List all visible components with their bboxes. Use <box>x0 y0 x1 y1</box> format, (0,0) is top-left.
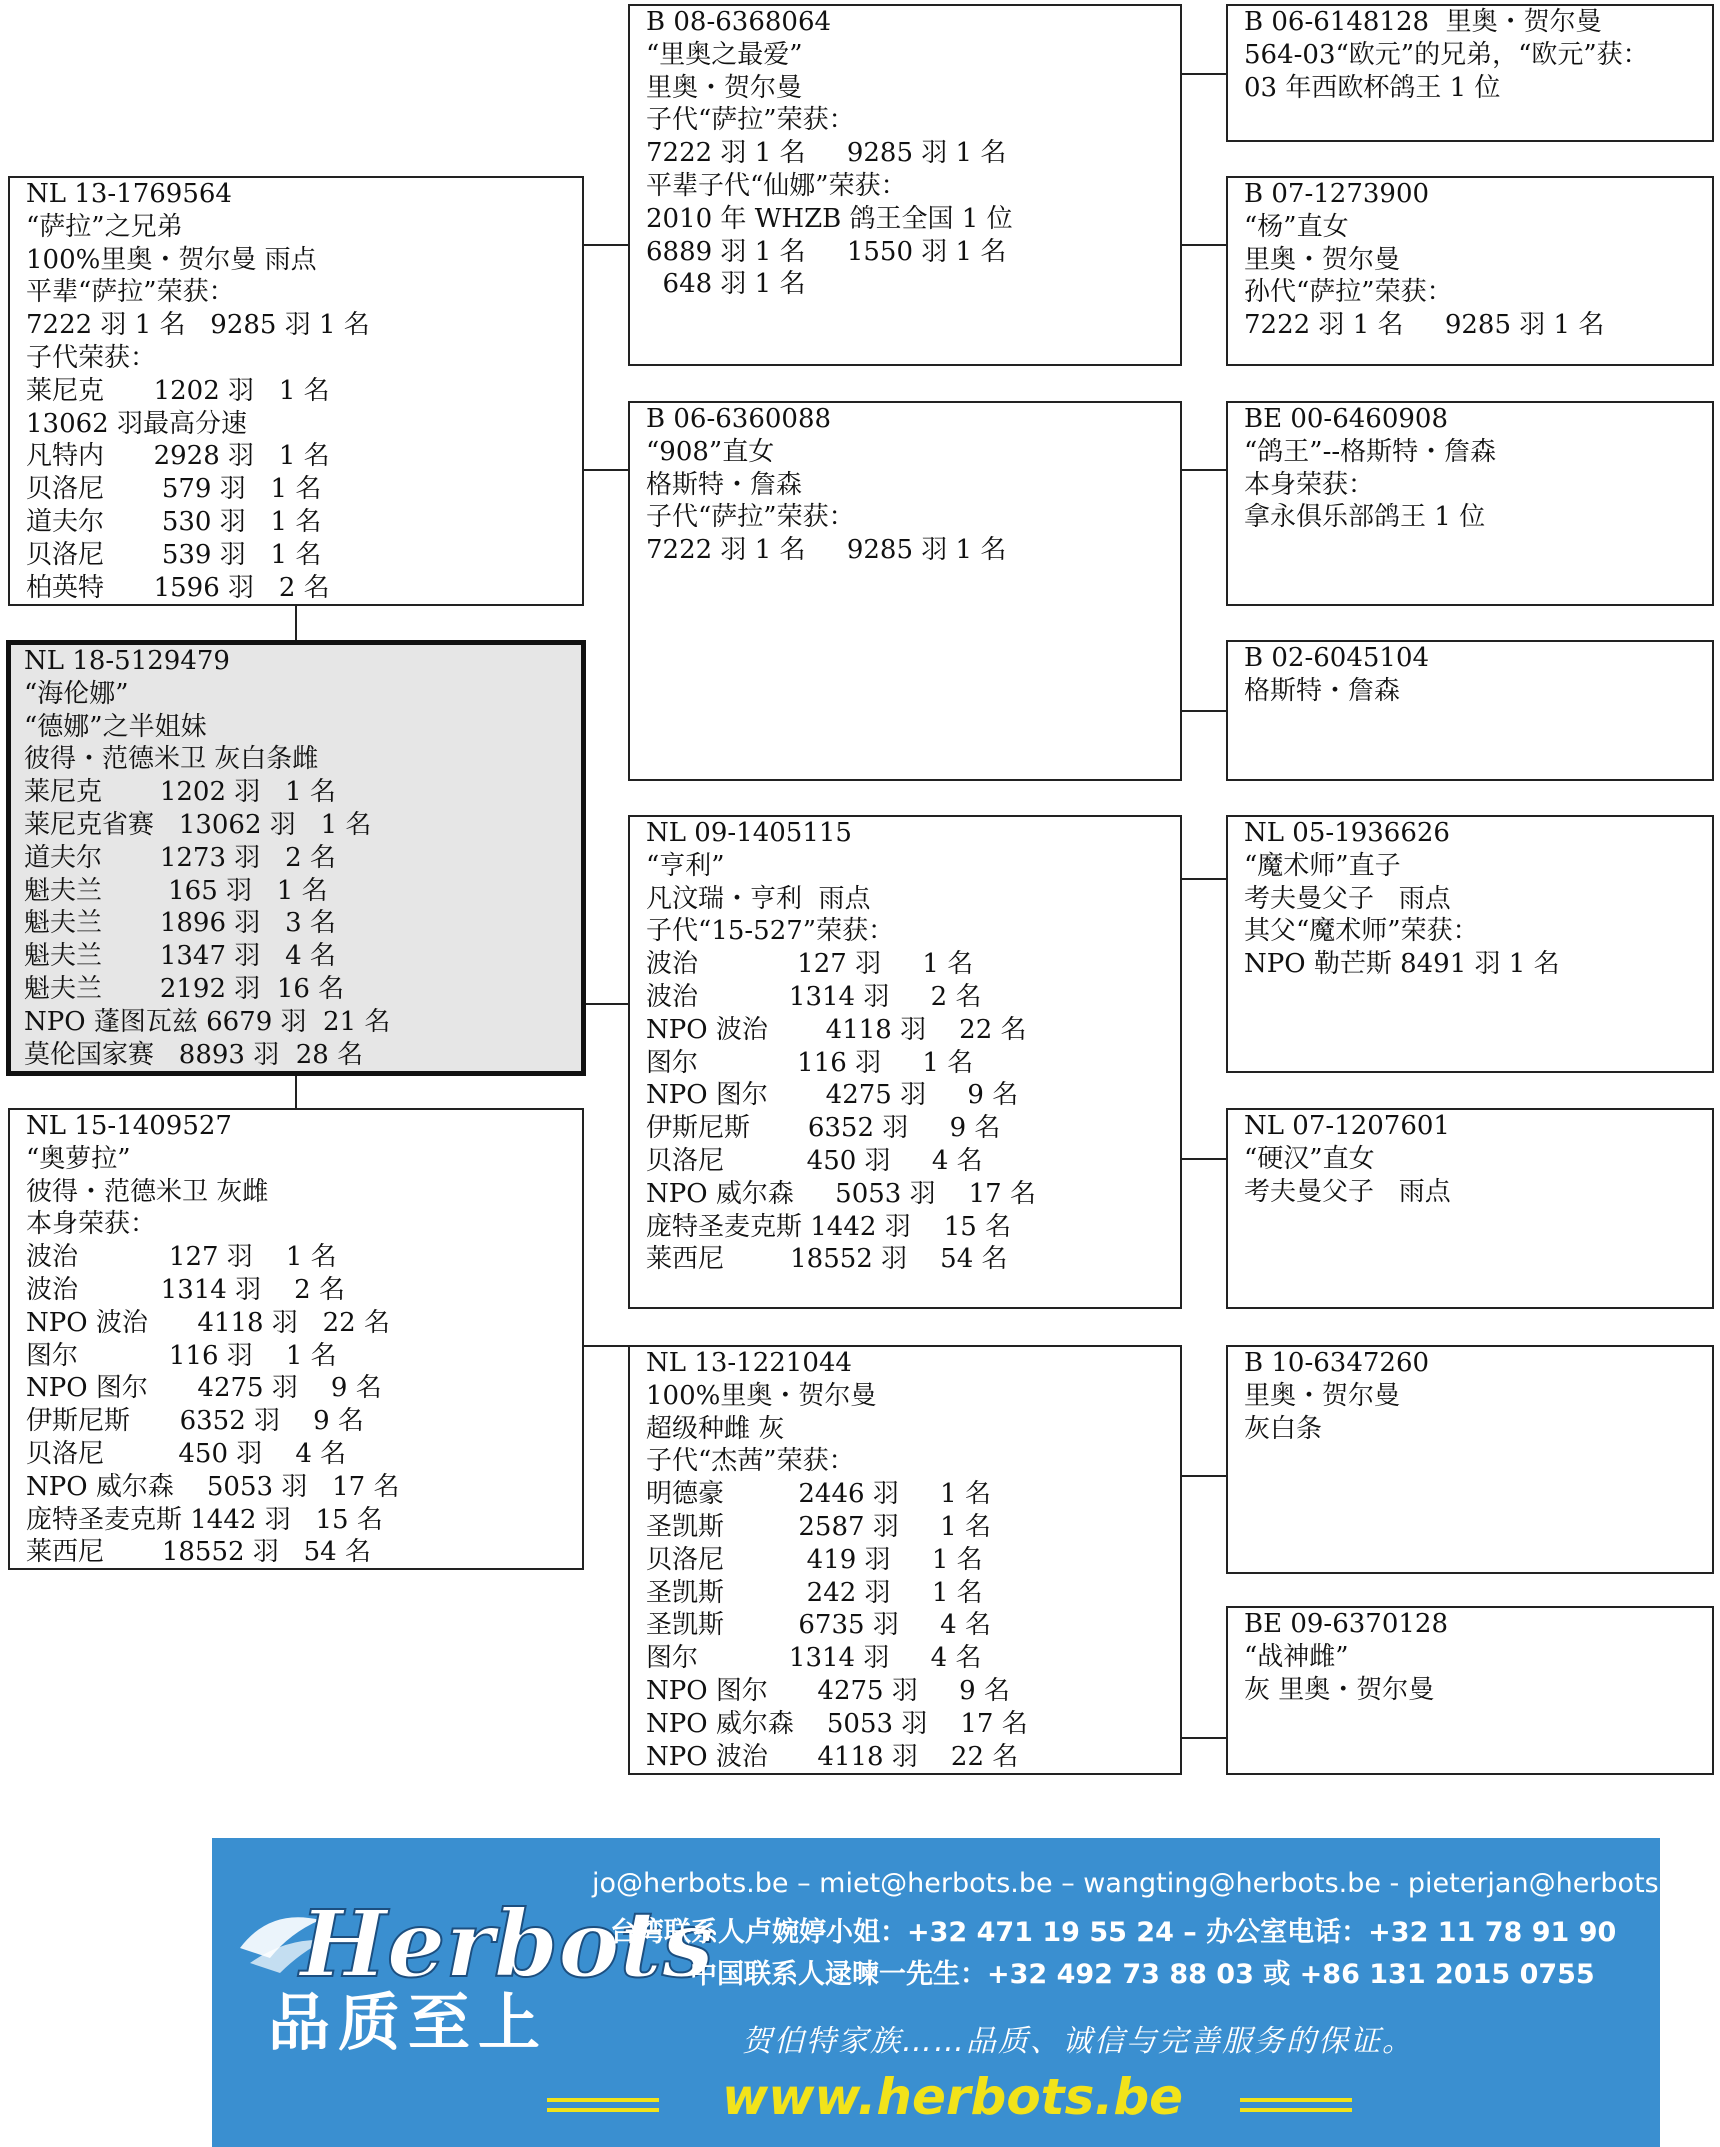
pedigree-line: 本身荣获： <box>26 1209 157 1240</box>
pedigree-line: 本身荣获： <box>1244 469 1375 500</box>
pedigree-line: 彼得・范德米卫 灰雌 <box>26 1176 269 1207</box>
pedigree-line: “亨利” <box>646 850 725 881</box>
dam-dam-sire-box <box>1226 1345 1714 1574</box>
pedigree-line: 7222 羽 1 名 9285 羽 1 名 <box>1244 310 1605 341</box>
pedigree-line: 波治 127 羽 1 名 <box>646 949 974 980</box>
pedigree-line: 莱尼克 1202 羽 1 名 <box>26 375 330 406</box>
pedigree-line: 贝洛尼 579 羽 1 名 <box>26 474 322 505</box>
pedigree-line: 6889 羽 1 名 1550 羽 1 名 <box>646 236 1007 267</box>
pedigree-line: “魔术师”直子 <box>1244 850 1401 881</box>
connector-dam <box>584 1003 628 1005</box>
pedigree-line: 子代“萨拉”荣获： <box>646 105 855 136</box>
pedigree-line: B 06-6148128 里奥・贺尔曼 <box>1244 7 1602 37</box>
pedigree-line: 格斯特・詹森 <box>646 469 803 500</box>
taiwan-contact: 台湾联系人卢婉婷小姐：+32 471 19 55 24 – 办公室电话：+32 11 78 91 90 <box>610 1917 1617 1948</box>
connector-sd <box>1182 469 1226 471</box>
pedigree-line: 图尔 116 羽 1 名 <box>26 1340 337 1371</box>
pedigree-line: “德娜”之半姐妹 <box>24 711 207 742</box>
pedigree-line: 彼得・范德米卫 灰白条雌 <box>24 744 319 775</box>
sire-box <box>8 176 584 606</box>
pedigree-line: 子代荣获： <box>26 342 157 373</box>
pedigree-line: 里奥・贺尔曼 <box>646 72 803 103</box>
pedigree-line: 贝洛尼 450 羽 4 名 <box>26 1438 347 1469</box>
pedigree-line: 2010 年 WHZB 鸽王全国 1 位 <box>646 203 1013 234</box>
sire-dam-dam-box <box>1226 640 1714 781</box>
pedigree-line: NL 15-1409527 <box>26 1111 232 1141</box>
connector-ddd <box>1182 1737 1226 1739</box>
pedigree-line: NPO 图尔 4275 羽 9 名 <box>646 1675 1010 1706</box>
pedigree-line: “奥萝拉” <box>26 1143 131 1174</box>
sire-sire-box <box>628 4 1182 366</box>
dam-dam-dam-box <box>1226 1606 1714 1775</box>
pedigree-line: NPO 波治 4118 羽 22 名 <box>646 1014 1027 1045</box>
pedigree-line: 明德豪 2446 羽 1 名 <box>646 1479 991 1510</box>
pedigree-line: 伊斯尼斯 6352 羽 9 名 <box>26 1406 364 1437</box>
pedigree-line: 648 羽 1 名 <box>646 269 806 300</box>
pedigree-line: 03 年西欧杯鸽王 1 位 <box>1244 72 1501 103</box>
pedigree-line: 拿永俱乐部鸽王 1 位 <box>1244 502 1486 533</box>
pedigree-line: “908”直女 <box>646 436 775 467</box>
dam-box <box>8 1108 584 1570</box>
pedigree-line: 波治 1314 羽 2 名 <box>26 1274 345 1305</box>
connector-dd <box>1182 1475 1226 1477</box>
pedigree-line: 凡特内 2928 羽 1 名 <box>26 441 330 472</box>
pedigree-line: “杨”直女 <box>1244 211 1349 242</box>
pedigree-line: 平辈“萨拉”荣获： <box>26 277 235 308</box>
pedigree-line: 波治 1314 羽 2 名 <box>646 981 982 1012</box>
pedigree-line: NPO 图尔 4275 羽 9 名 <box>26 1373 382 1404</box>
logo-text: Herbots <box>300 1890 714 1998</box>
pedigree-line: NL 18-5129479 <box>24 646 230 676</box>
pedigree-line: NL 13-1221044 <box>646 1348 852 1378</box>
pedigree-line: 超级种雌 灰 <box>646 1413 785 1444</box>
pedigree-line: 考夫曼父子 雨点 <box>1244 1176 1451 1207</box>
china-contact: 中国联系人逯暕一先生：+32 492 73 88 03 或 +86 131 2015 0755 <box>690 1959 1595 1990</box>
website-link[interactable]: www.herbots.be <box>722 2068 1184 2126</box>
pedigree-line: 7222 羽 1 名 9285 羽 1 名 <box>26 310 370 341</box>
connector-sdd <box>1182 710 1226 712</box>
sire-sire-dam-box <box>1226 176 1714 366</box>
pedigree-line: NPO 蓬图瓦兹 6679 羽 21 名 <box>24 1006 391 1037</box>
pedigree-line: NL 07-1207601 <box>1244 1111 1450 1141</box>
connector-ssd <box>1182 244 1226 246</box>
pedigree-line: 子代“杰茜”荣获： <box>646 1446 855 1477</box>
pedigree-line: 庞特圣麦克斯 1442 羽 15 名 <box>646 1211 1012 1242</box>
pedigree-line: 庞特圣麦克斯 1442 羽 15 名 <box>26 1504 383 1535</box>
motto: 贺伯特家族……品质、诚信与完善服务的保证。 <box>742 2024 1414 2059</box>
pedigree-line: B 02-6045104 <box>1244 643 1430 673</box>
pedigree-line: NPO 波治 4118 羽 22 名 <box>646 1741 1019 1772</box>
pedigree-line: NL 05-1936626 <box>1244 818 1450 848</box>
pedigree-line: 贝洛尼 539 羽 1 名 <box>26 539 322 570</box>
website-right-divider-2 <box>1240 2108 1352 2112</box>
pedigree-line: 莱尼克 1202 羽 1 名 <box>24 777 336 808</box>
dam-sire-dam-box <box>1226 1108 1714 1309</box>
pedigree-line: “战神雌” <box>1244 1641 1349 1672</box>
pedigree-line: 里奥・贺尔曼 <box>1244 1380 1401 1411</box>
pedigree-line: NPO 威尔森 5053 羽 17 名 <box>646 1178 1036 1209</box>
pedigree-line: 柏英特 1596 羽 2 名 <box>26 572 330 603</box>
pedigree-line: 灰白条 <box>1244 1413 1323 1444</box>
website-right-divider <box>1240 2098 1352 2102</box>
pedigree-line: 100%里奥・贺尔曼 <box>646 1380 877 1411</box>
email-contacts[interactable]: jo@herbots.be – miet@herbots.be – wangting@herbots.be - pieterjan@herbots.be <box>592 1868 1702 1899</box>
pedigree-line: 格斯特・詹森 <box>1244 675 1401 706</box>
pedigree-line: 道夫尔 1273 羽 2 名 <box>24 842 336 873</box>
dam-sire-box <box>628 815 1182 1309</box>
dam-dam-box <box>628 1345 1182 1775</box>
pedigree-line: 贝洛尼 419 羽 1 名 <box>646 1544 983 1575</box>
pedigree-line: 莱尼克省赛 13062 羽 1 名 <box>24 809 372 840</box>
pedigree-line: “鸽王”--格斯特・詹森 <box>1244 436 1497 467</box>
pedigree-line: B 10-6347260 <box>1244 1348 1430 1378</box>
pedigree-line: “硬汉”直女 <box>1244 1143 1375 1174</box>
dam-sire-sire-box <box>1226 815 1714 1073</box>
pedigree-line: 圣凯斯 6735 羽 4 名 <box>646 1610 991 1641</box>
connector-ds <box>1182 878 1226 880</box>
pedigree-line: 564-03“欧元”的兄弟，“欧元”获： <box>1244 39 1649 70</box>
footer-banner <box>212 1838 1702 2147</box>
pedigree-line: 魁夫兰 1347 羽 4 名 <box>24 941 336 972</box>
pedigree-line: “里奥之最爱” <box>646 39 803 70</box>
pedigree-line: B 08-6368064 <box>646 7 832 37</box>
pedigree-line: 灰 里奥・贺尔曼 <box>1244 1674 1435 1705</box>
connector-sire-dam-branch <box>584 469 628 471</box>
connector-sire-subject <box>295 605 297 642</box>
pedigree-line: 圣凯斯 2587 羽 1 名 <box>646 1511 991 1542</box>
pedigree-line: BE 00-6460908 <box>1244 404 1449 434</box>
sire-dam-box <box>628 401 1182 781</box>
subject-box <box>6 640 586 1076</box>
pedigree-line: 图尔 1314 羽 4 名 <box>646 1643 982 1674</box>
connector-dam-dam-branch <box>584 1345 628 1347</box>
pedigree-line: NPO 图尔 4275 羽 9 名 <box>646 1080 1019 1111</box>
pedigree-line: 子代“萨拉”荣获： <box>646 502 855 533</box>
sire-dam-sire-box <box>1226 401 1714 606</box>
pedigree-line: “萨拉”之兄弟 <box>26 211 183 242</box>
website-left-divider-2 <box>547 2108 659 2112</box>
pedigree-line: “海伦娜” <box>24 678 129 709</box>
pedigree-line: 7222 羽 1 名 9285 羽 1 名 <box>646 535 1007 566</box>
connector-subject-dam <box>295 1073 297 1110</box>
pedigree-line: 魁夫兰 2192 羽 16 名 <box>24 973 345 1004</box>
pedigree-line: B 07-1273900 <box>1244 179 1430 209</box>
pedigree-line: 考夫曼父子 雨点 <box>1244 883 1451 914</box>
pedigree-line: 图尔 116 羽 1 名 <box>646 1047 974 1078</box>
pedigree-line: 魁夫兰 165 羽 1 名 <box>24 875 328 906</box>
pedigree-line: 贝洛尼 450 羽 4 名 <box>646 1145 983 1176</box>
pedigree-line: 其父“魔术师”荣获： <box>1244 916 1479 947</box>
pedigree-line: NPO 勒芒斯 8491 羽 1 名 <box>1244 949 1560 980</box>
pedigree-line: 圣凯斯 242 羽 1 名 <box>646 1577 983 1608</box>
pedigree-line: NL 09-1405115 <box>646 818 852 848</box>
pedigree-line: 凡汶瑞・亨利 雨点 <box>646 883 871 914</box>
pedigree-line: 100%里奥・贺尔曼 雨点 <box>26 244 317 275</box>
pedigree-line: 平辈子代“仙娜”荣获： <box>646 170 907 201</box>
pedigree-line: 孙代“萨拉”荣获： <box>1244 277 1453 308</box>
pedigree-line: 里奥・贺尔曼 <box>1244 244 1401 275</box>
pedigree-line: 子代“15-527”荣获： <box>646 916 895 947</box>
pedigree-line: 莱西尼 18552 羽 54 名 <box>26 1537 371 1568</box>
pedigree-line: NL 13-1769564 <box>26 179 232 209</box>
pedigree-line: 莱西尼 18552 羽 54 名 <box>646 1244 1008 1275</box>
pedigree-line: B 06-6360088 <box>646 404 832 434</box>
pedigree-line: NPO 波治 4118 羽 22 名 <box>26 1307 390 1338</box>
pedigree-line: 13062 羽最高分速 <box>26 408 247 439</box>
pedigree-line: NPO 威尔森 5053 羽 17 名 <box>646 1708 1028 1739</box>
herbots-logo <box>230 1878 714 1998</box>
pedigree-line: 7222 羽 1 名 9285 羽 1 名 <box>646 138 1007 169</box>
pedigree-line: 伊斯尼斯 6352 羽 9 名 <box>646 1113 1001 1144</box>
pedigree-line: BE 09-6370128 <box>1244 1609 1449 1639</box>
pedigree-line: 波治 127 羽 1 名 <box>26 1242 337 1273</box>
slogan: 品质至上 <box>268 1986 549 2059</box>
connector-ss <box>1182 73 1226 75</box>
connector-sire <box>584 244 628 246</box>
sire-sire-sire-box <box>1226 4 1714 142</box>
website-left-divider <box>547 2098 659 2102</box>
pedigree-line: 莫伦国家赛 8893 羽 28 名 <box>24 1039 364 1070</box>
pedigree-line: 道夫尔 530 羽 1 名 <box>26 506 322 537</box>
connector-dsd <box>1182 1158 1226 1160</box>
pedigree-line: NPO 威尔森 5053 羽 17 名 <box>26 1471 400 1502</box>
pedigree-line: 魁夫兰 1896 羽 3 名 <box>24 908 336 939</box>
